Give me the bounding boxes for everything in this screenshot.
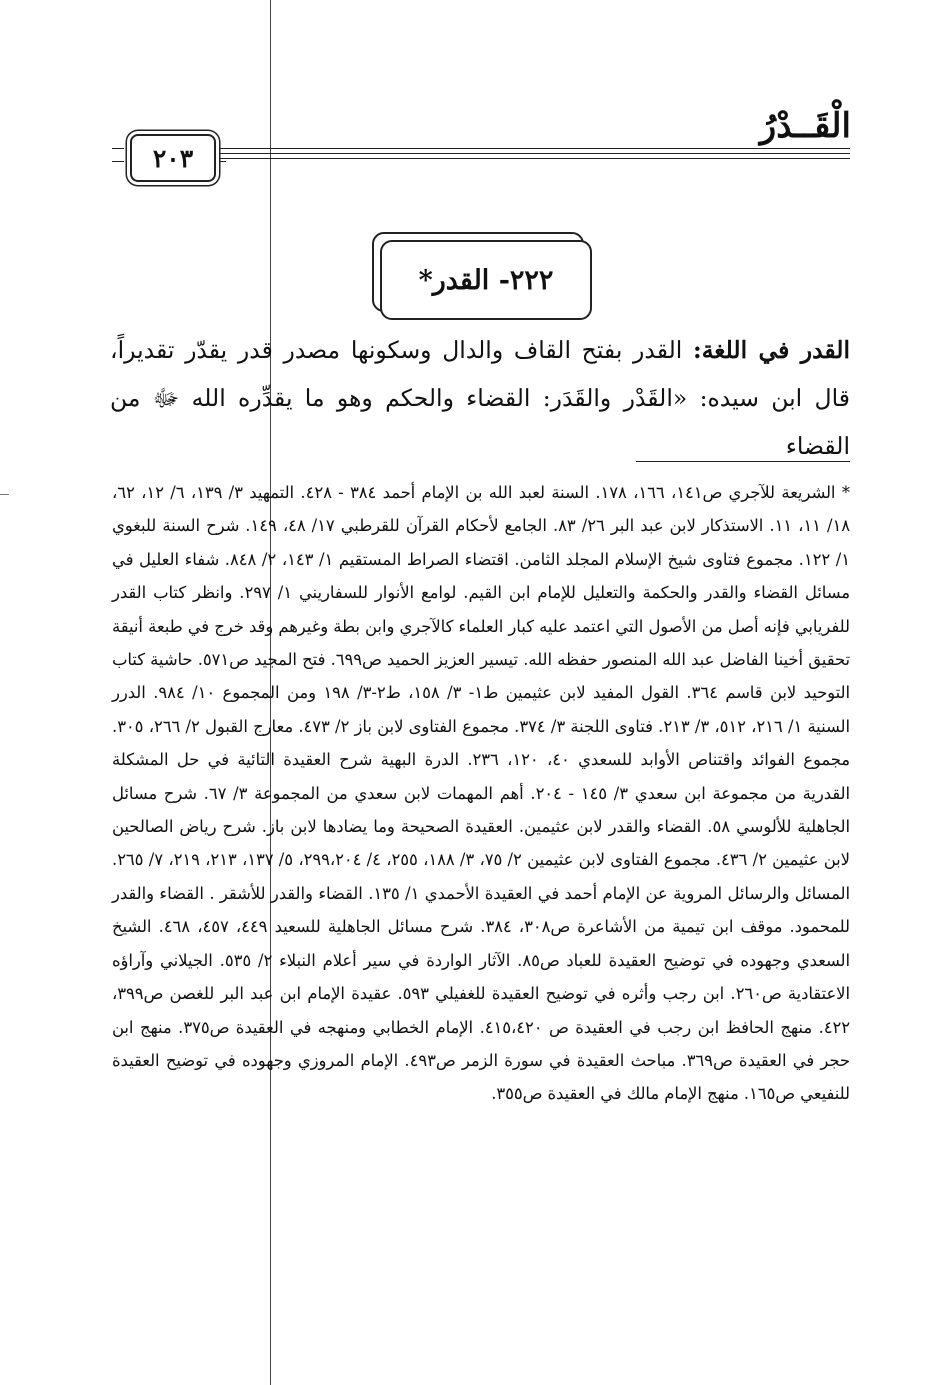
- header-ornament-right: [218, 148, 226, 162]
- header-rule-middle: [220, 153, 850, 154]
- header-ornament-left: [112, 148, 124, 162]
- entry-title-frame: [380, 240, 592, 320]
- entry-title: ٢٢٢- القدر*: [418, 264, 554, 296]
- footnote-paragraph: [112, 476, 850, 1111]
- body-text: القدر بفتح القاف والدال وسكونها مصدر قدر يقدّر تقديراً، قال ابن سيده: «القَدْر والقَدَر: القضاء والحكم وهو ما يقدِّره الله ﷻ من القضاء: [110, 336, 850, 460]
- header-rule-bottom: [220, 158, 850, 159]
- body-paragraph: [110, 326, 850, 470]
- running-header-title: الْقَــدْرُ: [759, 106, 851, 146]
- page-number-box: [130, 134, 216, 182]
- page-number: ٢٠٣: [152, 143, 194, 173]
- edge-tick-mark: [0, 494, 9, 495]
- footnote-separator: [636, 461, 850, 462]
- body-lead-term: القدر في اللغة:: [693, 336, 850, 364]
- footnote-marker: *: [841, 483, 850, 502]
- header-rule-top: [220, 148, 850, 149]
- footnote-text: الشريعة للآجري ص١٤١، ١٦٦، ١٧٨. السنة لعبد الله بن الإمام أحمد ٣٨٤ - ٤٢٨. التمهيد ٣/ ١٣٩، ٦/ ١٢، ٦٢، ١٨/ ١١، ١١. الاستذكار لابن عبد البر ٢٦/ ٨٣. الجامع لأحكام القرآن للقرطبي ١٧/ ٤٨، ١٤٩. شرح السنة للبغوي ١/ ١٢٢. مجموع فتاوى شيخ الإسلام المجلد الثامن. اقتضاء الصراط المستقيم ١/ ١٤٣، ٢/ ٨٤٨. شفاء العليل في مسائل القضاء والقدر والحكمة والتعليل للإمام ابن القيم. لوامع الأنوار للسفاريني ١/ ٢٩٧. وانظر كتاب القدر للفريابي فإنه أصل من الأصول التي اعتمد عليه كبار العلماء كالآجري وابن بطة وغيرهم وقد خرج في طبعة أنيقة تحقيق أخينا الفاضل عبد الله المنصور حفظه الله. تيسير العزيز الحميد ص٦٩٩. فتح المجيد ص٥٧١. حاشية كتاب التوحيد لابن قاسم ٣٦٤. القول المفيد لابن عثيمين ط١- ٣/ ١٥٨، ط٢-٣/ ١٩٨ ومن المجموع ١٠/ ٩٨٤. الدرر السنية ١/ ٢١٦، ٥١٢، ٣/ ٢١٣. فتاوى اللجنة ٣/ ٣٧٤. مجموع الفتاوى لابن باز ٢/ ٤٧٣. معارج القبول ٢/ ٢٦٦، ٣٠٥. مجموع الفوائد واقتناص الأوابد للسعدي ٤٠، ١٢٠، ٢٣٦. الدرة البهية شرح العقيدة التائية في حل المشكلة القدرية من مجموعة ابن سعدي ٣/ ١٤٥ - ٢٠٤. أهم المهمات لابن سعدي من المجموعة ٣/ ٦٧. شرح مسائل الجاهلية للألوسي ٥٨. القضاء والقدر لابن عثيمين. العقيدة الصحيحة وما يضادها لابن باز. شرح رياض الصالحين لابن عثيمين ٢/ ٤٣٦. مجموع الفتاوى لابن عثيمين ٢/ ٧٥، ٣/ ١٨٨، ٢٥٥، ٤/ ٢٩٩،٢٠٤، ٥/ ١٣٧، ٢١٣، ٢١٩، ٧/ ٢٦٥. المسائل والرسائل المروية عن الإمام أحمد في العقيدة الأحمدي ١/ ١٣٥. القضاء والقدر للأشقر . القضاء والقدر للمحمود. موقف ابن تيمية من الأشاعرة ص٣٠٨، ٣٨٤. شرح مسائل الجاهلية للسعيد ٤٤٩، ٤٥٧، ٤٦٨. الشيخ السعدي وجهوده في توضيح العقيدة للعباد ص٨٥. الآثار الواردة في سير أعلام النبلاء ٢/ ٥٣٥. الجيلاني وآراؤه الاعتقادية ص٢٦٠. ابن رجب وأثره في توضيح العقيدة للغفيلي ٥٩٣. عقيدة الإمام ابن عبد البر للغصن ص٣٩٩، ٤٢٢. منهج الحافظ ابن رجب في العقيدة ص ٤١٥،٤٢٠. الإمام الخطابي ومنهجه في العقيدة ص٣٧٥. منهج ابن حجر في العقيدة ص٣٦٩. مباحث العقيدة في سورة الزمر ص٤٩٣. الإمام المروزي وجهوده في توضيح العقيدة للنفيعي ص١٦٥. منهج الإمام مالك في العقيدة ص٣٥٥.: [112, 483, 851, 1104]
